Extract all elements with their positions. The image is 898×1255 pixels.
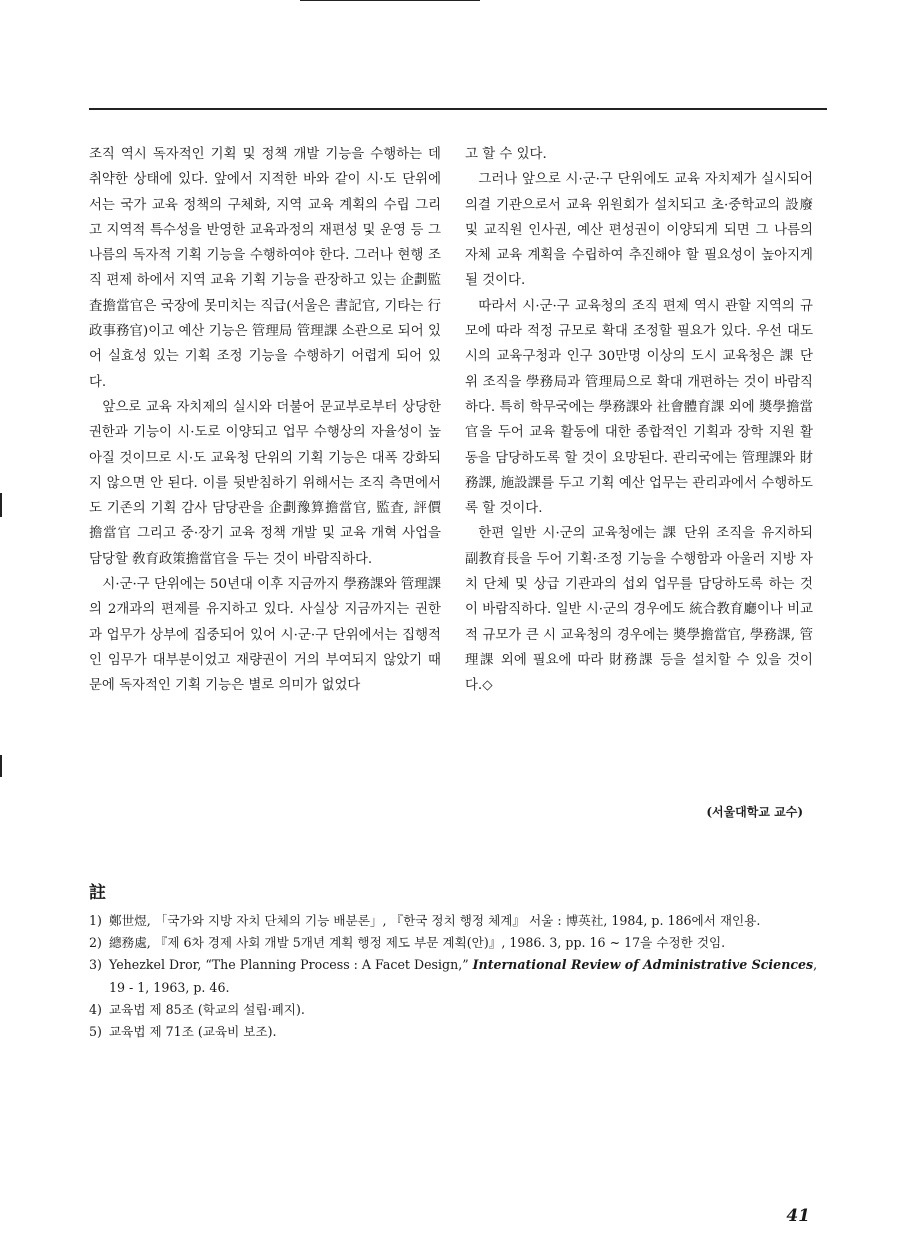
footnotes-list bbox=[89, 910, 819, 1043]
footnote-number: 2) bbox=[89, 935, 102, 951]
paragraph: 한편 일반 시·군의 교육청에는 課 단위 조직을 유지하되 副教育長을 두어 기획·조정 기능을 수행함과 아울러 지방 자치 단체 및 상급 기관과의 섭외 업무를 담당하도록 하는 것이 바람직하다. 일반 시·군의 경우에도 統合教育廳이나 비교적 규모가 큰 시 교육청의 경우에는 奬學擔當官, 學務課, 管理課 외에 필요에 따라 財務課 등을 설치할 수 있을 것이다.◇ bbox=[465, 526, 813, 694]
footnote-number: 3) bbox=[89, 957, 102, 973]
footnote-text: 교육법 제 85조 (학교의 설립·폐지). bbox=[109, 1001, 305, 1017]
footnote-text: 鄭世煜, 「국가와 지방 자치 단체의 기능 배분론」, 『한국 정치 행정 체계』 서울 : 博英社, 1984, p. 186에서 재인용. bbox=[109, 913, 761, 928]
footnote bbox=[89, 910, 819, 932]
paragraph: 고 할 수 있다. bbox=[465, 147, 547, 162]
footnote bbox=[89, 932, 819, 954]
footnote-text: 總務處, 『제 6차 경제 사회 개발 5개년 계획 행정 제도 부문 계획(안)』, 1986. 3, pp. 16 ~ 17을 수정한 것임. bbox=[109, 935, 726, 951]
footnote bbox=[89, 954, 819, 998]
journal-title: International Review of Administrative Sciences bbox=[472, 957, 814, 973]
footnote-number: 4) bbox=[89, 1001, 102, 1017]
page-number: 41 bbox=[786, 1206, 810, 1226]
header-rule bbox=[89, 108, 827, 110]
scan-mark-left-1 bbox=[0, 493, 2, 517]
left-column bbox=[89, 142, 441, 699]
scan-mark-left-2 bbox=[0, 755, 2, 777]
paragraph: 그러나 앞으로 시·군·구 단위에도 교육 자치제가 실시되어 의결 기관으로서 교육 위원회가 설치되고 초·중학교의 設廢 및 교직원 인사권, 예산 편성권이 이양되게 되면 그 나름의 자체 교육 계획을 수립하여 추진해야 할 필요성이 높아지게 될 것이다. bbox=[465, 172, 813, 289]
footnote-text: 교육법 제 71조 (교육비 보조). bbox=[109, 1024, 277, 1040]
footnote-number: 5) bbox=[89, 1024, 102, 1040]
paragraph: 조직 역시 독자적인 기획 및 정책 개발 기능을 수행하는 데 취약한 상태에 있다. 앞에서 지적한 바와 같이 시·도 단위에서는 국가 교육 정책의 구체화, 지역 교육 계획의 수립 그리고 지역적 특수성을 반영한 교육과정의 재편성 및 운영 등 그나름의 독자적 기획 기능을 수행하여야 한다. 그러나 현행 조직 편제 하에서 지역 교육 기획 기능을 관장하고 있는 企劃監査擔當官은 국장에 못미치는 직급(서울은 書記官, 기타는 行政事務官)이고 예산 기능은 管理局 管理課 소관으로 되어 있어 실효성 있는 기획 조정 기능을 수행하기 어렵게 되어 있다. bbox=[89, 147, 441, 390]
author-affiliation: (서울대학교 교수) bbox=[706, 805, 803, 819]
paragraph: 따라서 시·군·구 교육청의 조직 편제 역시 관할 지역의 규모에 따라 적정 규모로 확대 조정할 필요가 있다. 우선 대도시의 교육구청과 인구 30만명 이상의 도시 교육청은 課 단위 조직을 學務局과 管理局으로 확대 개편하는 것이 바람직하다. 특히 학무국에는 學務課와 社會體育課 외에 奬學擔當官을 두어 교육 활동에 대한 종합적인 기획과 장학 지원 활동을 담당하도록 할 것이 요망된다. 관리국에는 管理課와 財務課, 施設課를 두고 기획 예산 업무는 관리과에서 수행하도록 할 것이다. bbox=[465, 298, 813, 517]
right-column bbox=[465, 142, 813, 699]
notes-heading: 註 bbox=[89, 883, 106, 903]
footnote-citation-tail: , 19 - 1, 1963, p. 46. bbox=[109, 957, 818, 995]
footnote-number: 1) bbox=[89, 913, 102, 928]
footnote bbox=[89, 999, 819, 1021]
paragraph: 시·군·구 단위에는 50년대 이후 지금까지 學務課와 管理課의 2개과의 편제를 유지하고 있다. 사실상 지금까지는 권한과 업무가 상부에 집중되어 있어 시·군·구 단위에서는 집행적인 임무가 대부분이었고 재량권이 거의 부여되지 않았기 때문에 독자적인 기획 기능은 별로 의미가 없었다 bbox=[89, 577, 441, 694]
footnote-text bbox=[109, 954, 819, 998]
footnote-citation: Yehezkel Dror, “The Planning Process : A Facet Design,” bbox=[109, 957, 473, 973]
scan-line-top bbox=[300, 0, 480, 1]
footnote bbox=[89, 1021, 819, 1043]
paragraph: 앞으로 교육 자치제의 실시와 더불어 문교부로부터 상당한 권한과 기능이 시·도로 이양되고 업무 수행상의 자율성이 높아질 것이므로 시·도 교육청 단위의 기획 기능은 대폭 강화되지 않으면 안 된다. 이를 뒷받침하기 위해서는 조직 측면에서도 기존의 기획 감사 담당관을 企劃豫算擔當官, 監査, 評價擔當官 그리고 중·장기 교육 정책 개발 및 교육 개혁 사업을 담당할 敎育政策擔當官을 두는 것이 바람직하다. bbox=[89, 399, 441, 567]
